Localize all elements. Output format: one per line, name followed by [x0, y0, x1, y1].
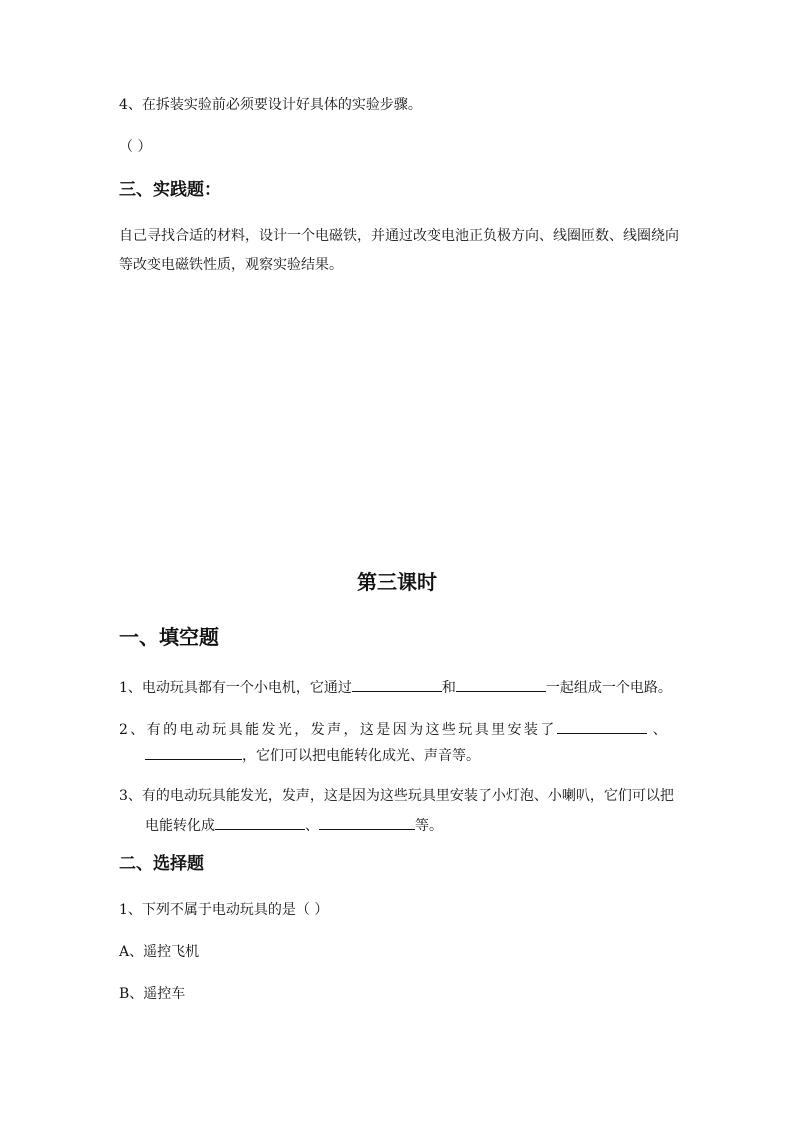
choice-heading: 二、选择题	[119, 854, 204, 874]
choice-option-a: A、遥控飞机	[119, 944, 200, 960]
q2-blank-2	[145, 744, 242, 760]
choice-option-b: B、遥控车	[119, 986, 186, 1002]
practice-line-2: 等改变电磁铁性质，观察实验结果。	[119, 257, 343, 273]
lesson-title: 第三课时	[357, 570, 437, 594]
fill-question-2-line-1	[119, 718, 667, 740]
q2-text-a: 2、有的电动玩具能发光，发声，这是因为这些玩具里安装了	[119, 722, 557, 738]
practice-heading: 三、实践题：	[119, 180, 221, 200]
q3-blank-2	[319, 814, 415, 830]
q2-text-b: 、	[652, 722, 667, 738]
practice-line-1: 自己寻找合适的材料，设计一个电磁铁，并通过改变电池正负极方向、线圈匝数、线圈绕向	[119, 228, 679, 244]
q3-text-b: 、	[305, 818, 319, 834]
q2-text-c: ，它们可以把电能转化成光、声音等。	[242, 748, 480, 764]
fill-question-2-line-2	[145, 744, 480, 766]
fill-question-3-line-2	[145, 814, 443, 836]
answer-bracket: （ ）	[119, 139, 152, 155]
q3-text-c: 等。	[415, 818, 443, 834]
fill-question-1	[119, 676, 672, 698]
q3-blank-1	[215, 814, 305, 830]
fill-blank-heading: 一、填空题	[119, 625, 219, 649]
q2-blank-1	[557, 718, 647, 734]
q1-blank-1	[352, 676, 442, 692]
q1-text-b: 和	[441, 680, 456, 696]
q1-text-a: 1、电动玩具都有一个小电机，它通过	[119, 680, 352, 696]
q3-text-a: 电能转化成	[145, 818, 215, 834]
question-4: 4、在拆装实验前必须要设计好具体的实验步骤。	[119, 97, 422, 113]
q1-text-c: 一起组成一个电路。	[545, 680, 672, 696]
q1-blank-2	[456, 676, 546, 692]
choice-question-1: 1、下列不属于电动玩具的是（ ）	[119, 902, 329, 918]
fill-question-3-line-1: 3、有的电动玩具能发光，发声，这是因为这些玩具里安装了小灯泡、小喇叭，它们可以把	[119, 788, 674, 804]
